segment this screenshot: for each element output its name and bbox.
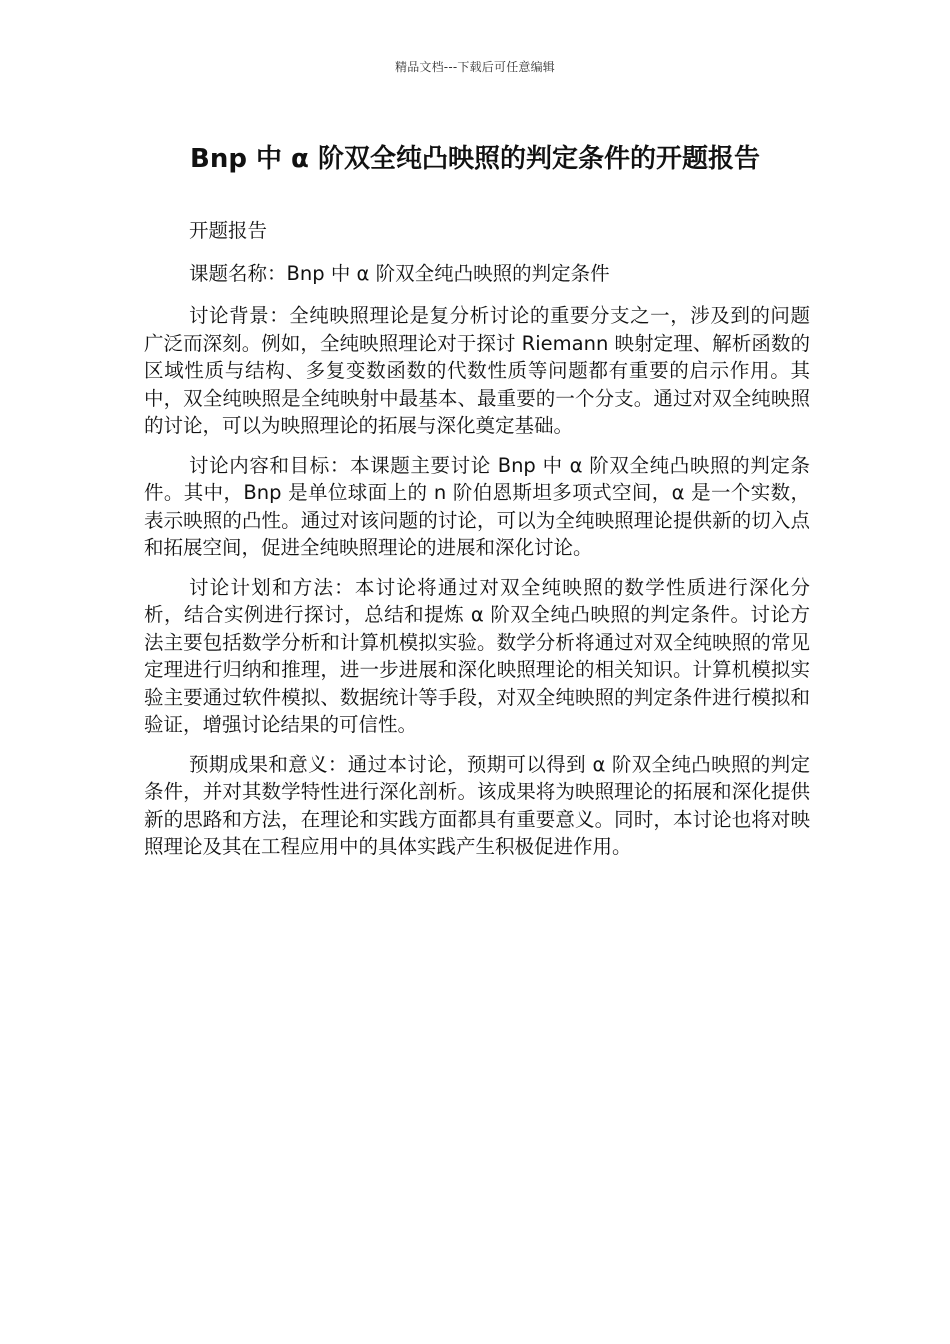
paragraph-topic-name: 课题名称：Bnp 中 α 阶双全纯凸映照的判定条件 [189, 261, 610, 285]
document-title: Bnp 中 α 阶双全纯凸映照的判定条件的开题报告 [190, 144, 760, 174]
paragraph-plan-methods: 讨论计划和方法：本讨论将通过对双全纯映照的数学性质进行深化分析，结合实例进行探讨，总结和提炼 α 阶双全纯凸映照的判定条件。讨论方法主要包括数学分析和计算机模拟实验。数学分析将通过对双全纯映照的常见定理进行归纳和推理，进一步进展和深化映照理论的相关知识。计算机模拟实验主要通过软件模拟、数据统计等手段，对双全纯映照的判定条件进行模拟和验证，增强讨论结果的可信性。 [144, 575, 810, 736]
paragraph-background: 讨论背景：全纯映照理论是复分析讨论的重要分支之一，涉及到的问题广泛而深刻。例如，全纯映照理论对于探讨 Riemann 映射定理、解析函数的区域性质与结构、多复变数函数的代数性质等问题都有重要的启示作用。其中，双全纯映照是全纯映射中最基本、最重要的一个分支。通过对双全纯映照的讨论，可以为映照理论的拓展与深化奠定基础。 [144, 304, 810, 437]
document-body [144, 217, 810, 873]
paragraph-content-goals: 讨论内容和目标：本课题主要讨论 Bnp 中 α 阶双全纯凸映照的判定条件。其中，Bnp 是单位球面上的 n 阶伯恩斯坦多项式空间，α 是一个实数，表示映照的凸性。通过对该问题的讨论，可以为全纯映照理论提供新的切入点和拓展空间，促进全纯映照理论的进展和深化讨论。 [144, 453, 810, 559]
paragraph-expected-results: 预期成果和意义：通过本讨论，预期可以得到 α 阶双全纯凸映照的判定条件，并对其数学特性进行深化剖析。该成果将为映照理论的拓展和深化提供新的思路和方法，在理论和实践方面都具有重要意义。同时，本讨论也将对映照理论及其在工程应用中的具体实践产生积极促进作用。 [144, 752, 810, 858]
paragraph-report-label: 开题报告 [189, 219, 268, 242]
header-note: 精品文档---下载后可任意编辑 [395, 60, 555, 74]
